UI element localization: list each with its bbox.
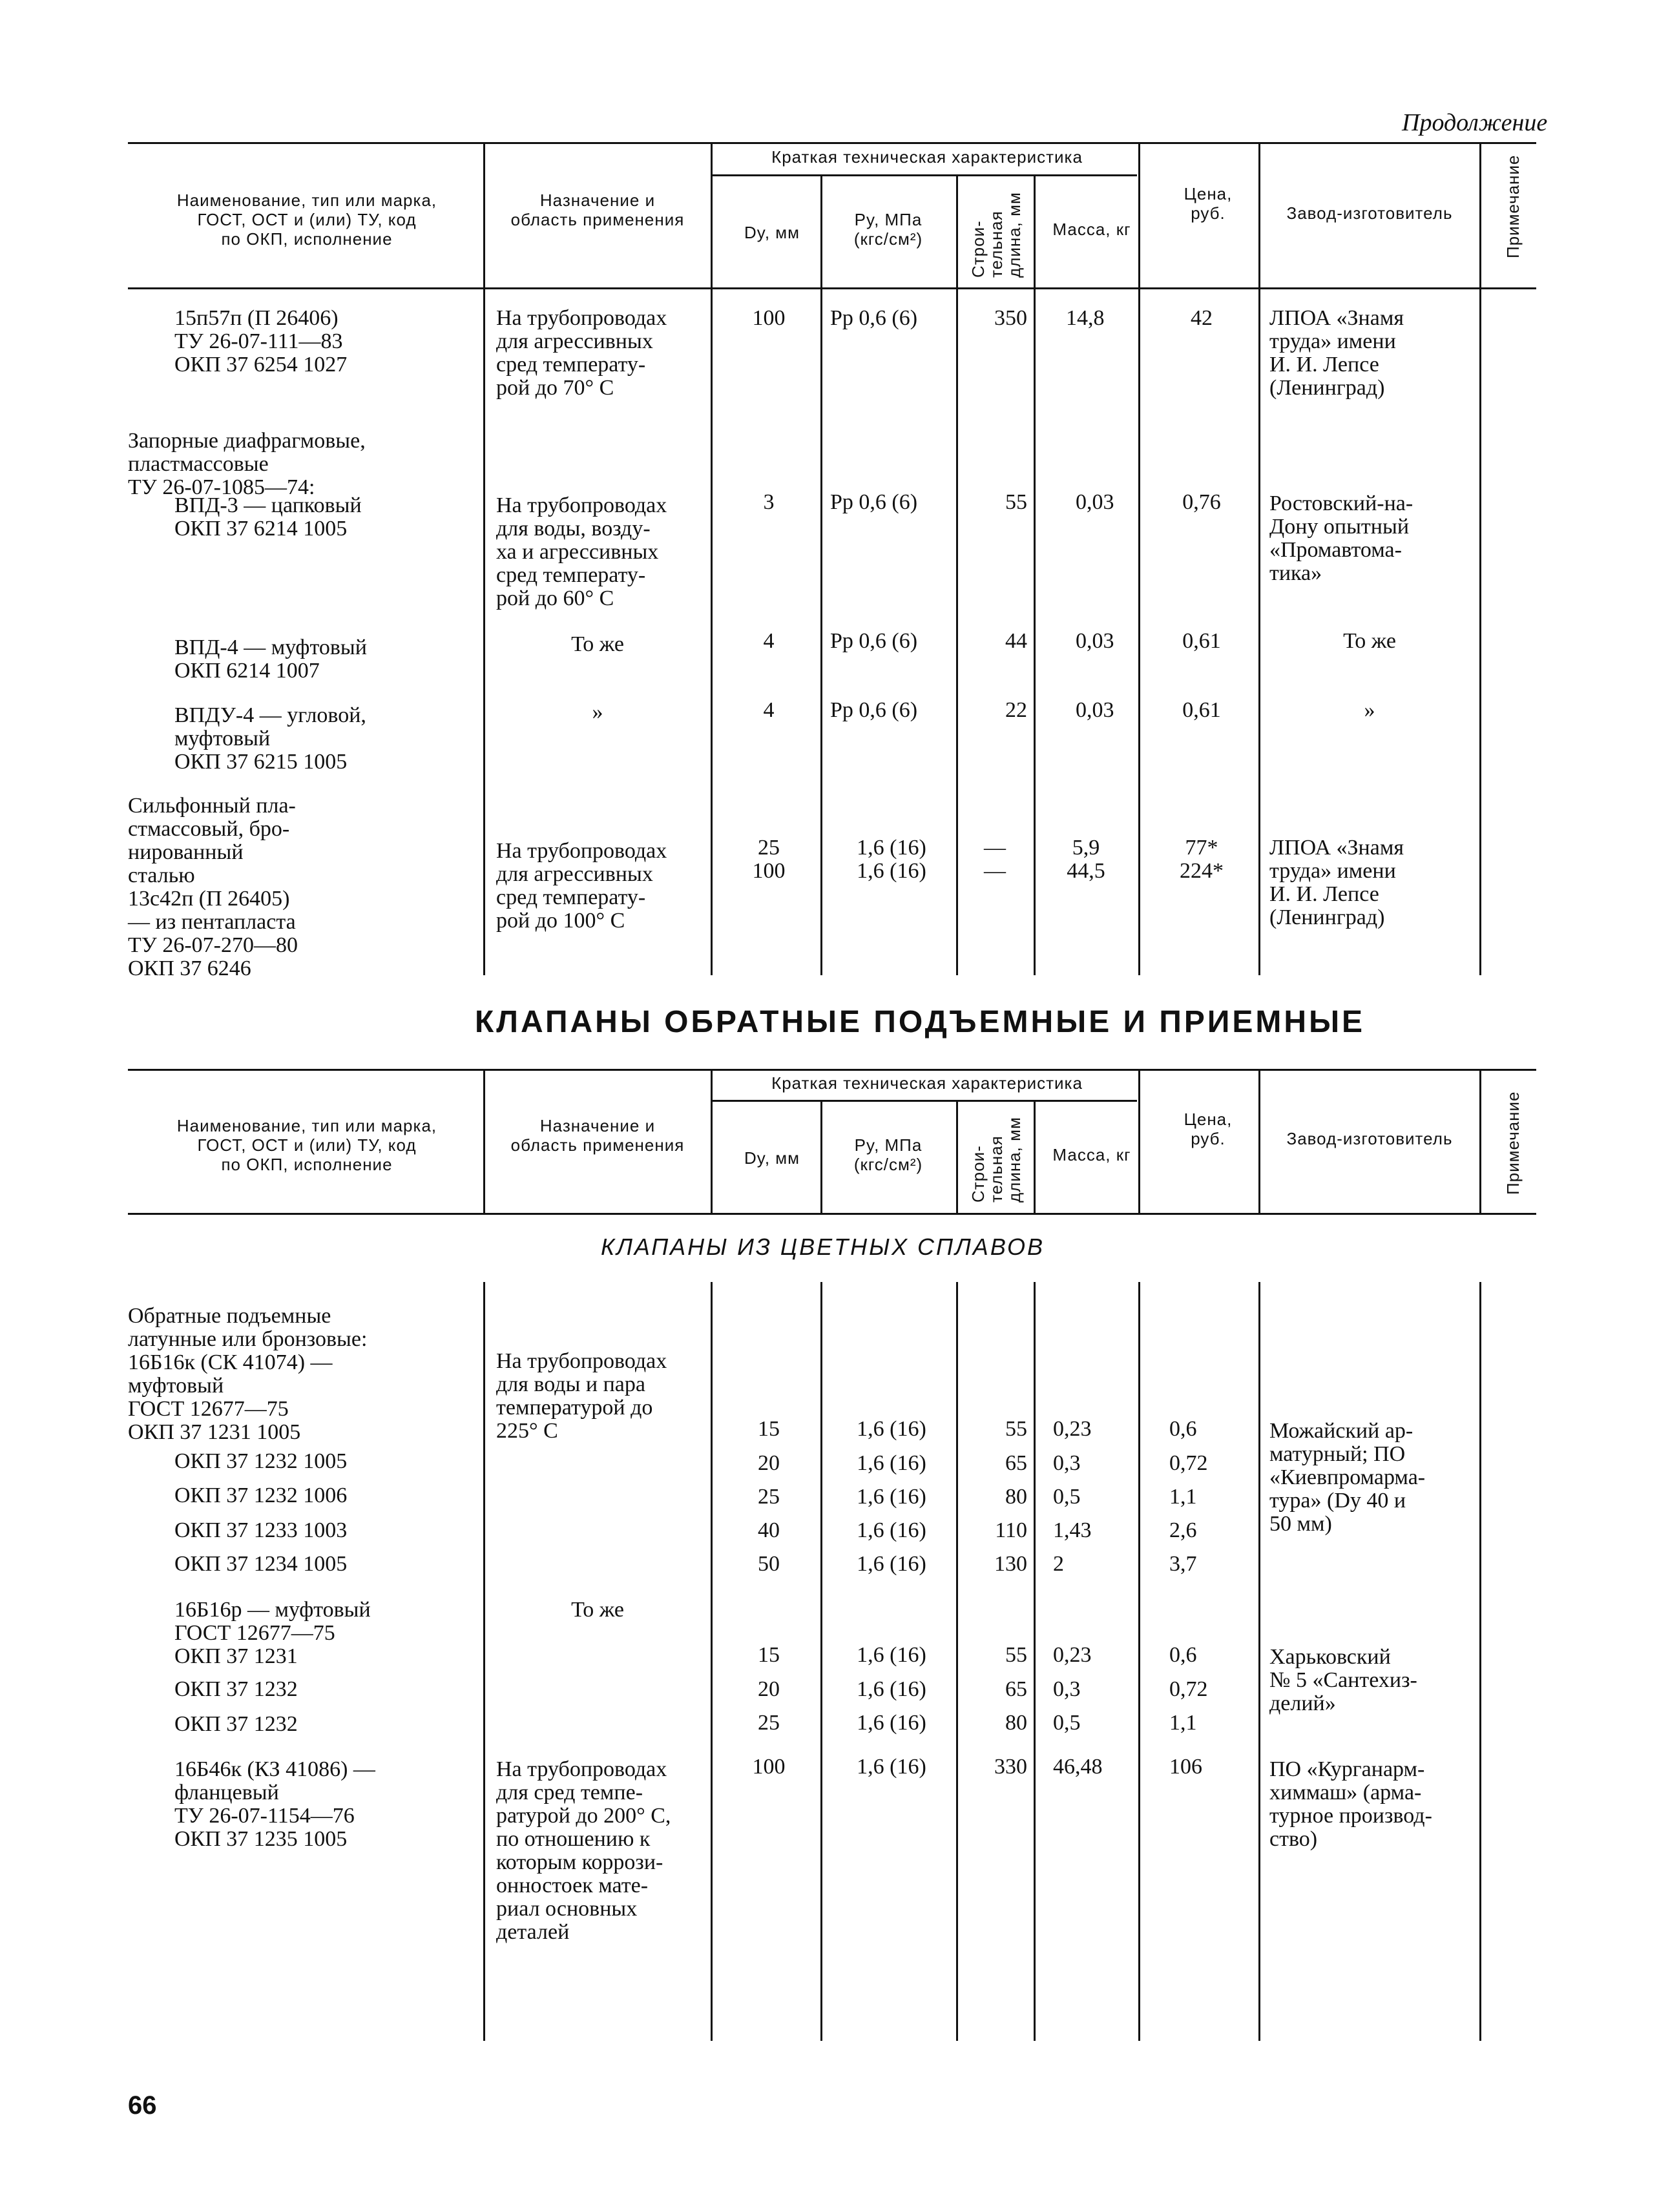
t1-row2-py: Pр 0,6 (6) [830, 490, 918, 514]
t2-body-rule [1479, 1282, 1481, 2041]
t2-g1-mass: 1,43 [1053, 1518, 1092, 1542]
t1-row1-maker: ЛПОА «Знамя труда» имени И. И. Лепсе (Ленинград) [1269, 306, 1404, 400]
t1-row1-purpose: На трубопроводах для агрессивных сред температу- рой до 70° С [496, 306, 667, 400]
t2-g1-length: 80 [1005, 1485, 1027, 1509]
t1-row2-length: 55 [1005, 490, 1027, 514]
t2-hdr-rule [1034, 1100, 1036, 1213]
t1-row3-name: ВПД-4 — муфтовый ОКП 6214 1007 [174, 636, 367, 683]
t2-g2-mass: 0,23 [1053, 1643, 1092, 1667]
t2-g2-dy: 25 [758, 1711, 780, 1735]
t1-row5-dy: 25 100 [752, 836, 786, 883]
t2-body-rule [1258, 1282, 1260, 2041]
t2-header-length: Строи- тельная длина, мм [968, 1117, 1024, 1203]
t1-row4-mass: 0,03 [1076, 698, 1114, 722]
t1-row4-dy: 4 [763, 698, 775, 722]
t1-row3-mass: 0,03 [1076, 629, 1114, 653]
table1-brief-rule [711, 174, 1137, 176]
table2-header-rule [128, 1213, 1536, 1215]
t2-g1-purpose: На трубопроводах для воды и пара температурой до 225° С [496, 1349, 667, 1443]
t2-g1-dy: 50 [758, 1552, 780, 1576]
t1-col-rule [711, 142, 713, 975]
t2-g1-py: 1,6 (16) [857, 1451, 926, 1475]
t2-g2-mass: 0,5 [1053, 1711, 1081, 1735]
t2-g1-length: 55 [1005, 1417, 1027, 1441]
t2-g1-mass: 0,5 [1053, 1485, 1081, 1509]
t2-g2-length: 65 [1005, 1677, 1027, 1701]
t2-g3-maker: ПО «Курганарм- химмаш» (арма- турное производ- ство) [1269, 1757, 1432, 1851]
subsection-title: КЛАПАНЫ ИЗ ЦВЕТНЫХ СПЛАВОВ [601, 1234, 1045, 1260]
t2-header-dy: Dy, мм [744, 1148, 800, 1168]
t1-col-rule [483, 142, 485, 975]
t2-g1-mass: 2 [1053, 1552, 1064, 1576]
t1-row3-dy: 4 [763, 629, 775, 653]
t1-row1-mass: 14,8 [1066, 306, 1105, 330]
t2-g2-name: 16Б16р — муфтовый ГОСТ 12677—75 ОКП 37 1231 [174, 1598, 371, 1668]
t1-row5-length: — — [984, 836, 1006, 883]
page-number: 66 [128, 2091, 157, 2120]
t2-g1-length: 110 [995, 1518, 1027, 1542]
t1-row5-py: 1,6 (16) 1,6 (16) [857, 836, 926, 883]
t2-g1-price: 1,1 [1169, 1485, 1197, 1509]
t1-row5-price: 77* 224* [1180, 836, 1224, 883]
t1-row1-py: Pр 0,6 (6) [830, 306, 918, 330]
header-note: Примечание [1503, 154, 1523, 258]
t2-hdr-rule [1138, 1069, 1140, 1213]
t2-g3-price: 106 [1169, 1755, 1202, 1779]
t2-hdr-rule [820, 1100, 822, 1213]
t2-hdr-rule [711, 1069, 713, 1213]
t2-g2-price: 1,1 [1169, 1711, 1197, 1735]
t2-body-rule [1034, 1282, 1036, 2041]
t2-g2-code: ОКП 37 1232 [174, 1712, 298, 1736]
t2-header-brief: Краткая техническая характеристика [771, 1073, 1083, 1093]
t2-g2-code: ОКП 37 1232 [174, 1677, 298, 1701]
t2-g1-py: 1,6 (16) [857, 1485, 926, 1509]
section-title: КЛАПАНЫ ОБРАТНЫЕ ПОДЪЕМНЫЕ И ПРИЕМНЫЕ [475, 1005, 1366, 1039]
header-purpose: Назначение и область применения [510, 191, 685, 229]
table2-top-rule [128, 1069, 1536, 1071]
t1-row2-dy: 3 [763, 490, 775, 514]
t2-g1-price: 2,6 [1169, 1518, 1197, 1542]
t2-g2-length: 55 [1005, 1643, 1027, 1667]
header-py: Py, МПа (кгс/см²) [853, 210, 923, 249]
t1-row2-maker: Ростовский-на- Дону опытный «Промавтома- тика» [1269, 491, 1413, 585]
t2-g3-py: 1,6 (16) [857, 1755, 926, 1779]
t2-g1-price: 0,6 [1169, 1417, 1197, 1441]
header-dy: Dy, мм [744, 223, 800, 242]
t2-g1-length: 65 [1005, 1451, 1027, 1475]
t2-g1-dy: 20 [758, 1451, 780, 1475]
t1-row5-purpose: На трубопроводах для агрессивных сред температу- рой до 100° С [496, 839, 667, 933]
t2-g3-mass: 46,48 [1053, 1755, 1103, 1779]
t2-g2-py: 1,6 (16) [857, 1677, 926, 1701]
t2-g2-dy: 15 [758, 1643, 780, 1667]
t2-g3-length: 330 [994, 1755, 1027, 1779]
t2-g2-maker: Харьковский № 5 «Сантехиз- делий» [1269, 1645, 1417, 1715]
t1-row4-name: ВПДУ-4 — угловой, муфтовый ОКП 37 6215 1005 [174, 703, 366, 774]
t2-header-purpose: Назначение и область применения [510, 1116, 685, 1155]
t2-body-rule [711, 1282, 713, 2041]
t2-g1-code: ОКП 37 1232 1005 [174, 1449, 348, 1473]
header-brief: Краткая техническая характеристика [771, 147, 1083, 167]
t2-g1-dy: 40 [758, 1518, 780, 1542]
t1-row2-mass: 0,03 [1076, 490, 1114, 514]
t1-row2-name: ВПД-3 — цапковый ОКП 37 6214 1005 [174, 493, 362, 541]
t1-row4-length: 22 [1005, 698, 1027, 722]
t2-g2-price: 0,72 [1169, 1677, 1208, 1701]
t2-hdr-rule [1258, 1069, 1260, 1213]
t1-row1-name: 15п57п (П 26406) ТУ 26-07-111—83 ОКП 37 6254 1027 [174, 306, 348, 377]
t2-hdr-rule [956, 1100, 958, 1213]
table1-top-rule [128, 142, 1536, 144]
t2-g1-price: 0,72 [1169, 1451, 1208, 1475]
t1-row3-maker: То же [1343, 629, 1396, 653]
t2-g1-py: 1,6 (16) [857, 1552, 926, 1576]
t2-body-rule [1138, 1282, 1140, 2041]
header-maker: Завод-изготовитель [1286, 203, 1453, 223]
t1-row5-maker: ЛПОА «Знамя труда» имени И. И. Лепсе (Ленинград) [1269, 836, 1404, 929]
t2-g1-mass: 0,23 [1053, 1417, 1092, 1441]
t2-body-rule [483, 1282, 485, 2041]
t2-g1-name: Обратные подъемные латунные или бронзовые: 16Б16к (СК 41074) — муфтовый ГОСТ 12677—75 ОКП 37 1231 1005 [128, 1304, 368, 1444]
t1-group-heading: Запорные диафрагмовые, пластмассовые ТУ 26-07-1085—74: [128, 429, 366, 499]
t2-header-price: Цена, руб. [1184, 1110, 1233, 1148]
t1-row2-purpose: На трубопроводах для воды, возду- ха и агрессивных сред температу- рой до 60° С [496, 493, 667, 610]
t2-g2-price: 0,6 [1169, 1643, 1197, 1667]
t1-row5-mass: 5,9 44,5 [1067, 836, 1105, 883]
t2-header-py: Py, МПа (кгс/см²) [853, 1135, 923, 1174]
t1-row5-name: Сильфонный пла- стмассовый, бро- нированный сталью 13с42п (П 26405) — из пентапласта ТУ 26-07-270—80 ОКП 37 6246 [128, 794, 298, 980]
t1-row3-purpose: То же [571, 632, 624, 656]
t2-g2-length: 80 [1005, 1711, 1027, 1735]
t2-g1-dy: 15 [758, 1417, 780, 1441]
t2-g2-py: 1,6 (16) [857, 1643, 926, 1667]
header-price: Цена, руб. [1184, 184, 1233, 223]
t2-g3-dy: 100 [752, 1755, 786, 1779]
t2-g1-py: 1,6 (16) [857, 1417, 926, 1441]
t2-g1-code: ОКП 37 1232 1006 [174, 1483, 348, 1507]
table2-brief-rule [711, 1100, 1137, 1102]
t1-row3-py: Pр 0,6 (6) [830, 629, 918, 653]
t1-row1-price: 42 [1191, 306, 1213, 330]
t2-g2-mass: 0,3 [1053, 1677, 1081, 1701]
t2-hdr-rule [1479, 1069, 1481, 1213]
t1-row4-price: 0,61 [1182, 698, 1221, 722]
t1-row1-dy: 100 [752, 306, 786, 330]
t2-hdr-rule [483, 1069, 485, 1213]
header-name: Наименование, тип или марка, ГОСТ, ОСТ и (или) ТУ, код по ОКП, исполнение [176, 191, 437, 249]
continuation-label: Продолжение [1402, 109, 1548, 136]
t2-body-rule [820, 1282, 822, 2041]
header-length: Строи- тельная длина, мм [968, 192, 1024, 278]
t2-header-name: Наименование, тип или марка, ГОСТ, ОСТ и (или) ТУ, код по ОКП, исполнение [176, 1116, 437, 1174]
t2-g1-maker: Можайский ар- матурный; ПО «Киевпромарма- тура» (Dy 40 и 50 мм) [1269, 1419, 1426, 1536]
t2-g1-mass: 0,3 [1053, 1451, 1081, 1475]
t1-row1-length: 350 [994, 306, 1027, 330]
t1-row4-py: Pр 0,6 (6) [830, 698, 918, 722]
t1-row4-purpose: » [592, 700, 603, 724]
t1-row3-price: 0,61 [1182, 629, 1221, 653]
t1-col-rule [1138, 142, 1140, 975]
t2-g1-dy: 25 [758, 1485, 780, 1509]
t2-g1-length: 130 [994, 1552, 1027, 1576]
t2-g2-dy: 20 [758, 1677, 780, 1701]
t2-g1-price: 3,7 [1169, 1552, 1197, 1576]
header-mass: Масса, кг [1052, 220, 1131, 239]
t1-row4-maker: » [1364, 698, 1375, 722]
t2-header-mass: Масса, кг [1052, 1145, 1131, 1164]
t2-g1-code: ОКП 37 1233 1003 [174, 1518, 348, 1542]
t2-g2-py: 1,6 (16) [857, 1711, 926, 1735]
t2-g3-name: 16Б46к (КЗ 41086) — фланцевый ТУ 26-07-1154—76 ОКП 37 1235 1005 [174, 1757, 375, 1851]
t1-col-rule [1479, 142, 1481, 975]
t2-header-maker: Завод-изготовитель [1286, 1129, 1453, 1148]
t1-row3-length: 44 [1005, 629, 1027, 653]
t1-row2-price: 0,76 [1182, 490, 1221, 514]
t2-g1-py: 1,6 (16) [857, 1518, 926, 1542]
t2-g1-code: ОКП 37 1234 1005 [174, 1552, 348, 1576]
t2-g2-purpose: То же [571, 1598, 624, 1622]
t2-header-note: Примечание [1503, 1091, 1523, 1195]
t1-col-rule [820, 174, 822, 975]
t2-g3-purpose: На трубопроводах для сред темпе- ратурой до 200° С, по отношению к которым коррози- онностоек мате- риал основных деталей [496, 1757, 671, 1944]
table1-header-rule [128, 287, 1536, 289]
